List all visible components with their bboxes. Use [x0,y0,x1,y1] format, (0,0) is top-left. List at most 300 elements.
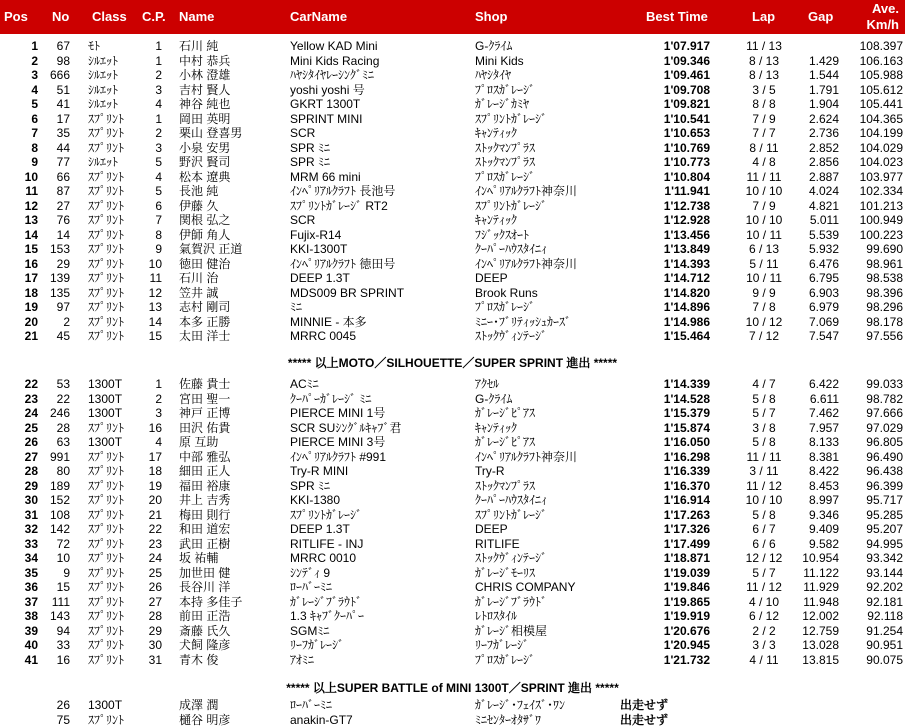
cell-gap: 6.979 [808,300,839,314]
cell-name: 徳田 健治 [179,256,231,271]
cell-name: 石川 治 [179,271,219,285]
cell-lap: 10 / 11 [746,271,782,285]
cell-carname: SCR [290,126,316,140]
cell-gap: 1.544 [808,68,839,82]
cell-gap: 12.002 [802,609,839,623]
cell-carname: ﾊﾔｼﾀｲﾔﾚｰｼﾝｸﾞﾐﾆ [290,68,375,82]
cell-ave: 96.399 [866,478,903,493]
cell-gap: 9.346 [808,507,839,522]
cell-cp: 2 [155,391,162,406]
header-carname: CarName [290,9,348,24]
cell-shop: ﾌﾟﾛｽｶﾞﾚｰｼﾞ [475,652,536,667]
cell-class: ｽﾌﾟﾘﾝﾄ [88,314,125,329]
cell-class: ｽﾌﾟﾘﾝﾄ [88,638,125,652]
cell-no: 76 [56,213,70,227]
cell-lap: 5 / 7 [752,406,776,420]
cell-shop: Try-R [475,464,505,478]
cell-ave: 95.285 [866,507,903,522]
cell-lap: 9 / 9 [752,285,776,300]
cell-class: ｽﾌﾟﾘﾝﾄ [88,227,125,242]
cell-ave: 106.163 [859,53,903,68]
cell-best-time: 1'13.849 [663,242,710,256]
header-lap: Lap [752,9,776,24]
cell-best-time: 1'17.326 [663,522,710,536]
cell-carname: Try-R MINI [290,464,349,478]
cell-carname: yoshi yoshi 号 [290,82,365,97]
cell-no: 189 [49,478,70,493]
cell-best-time: 1'19.846 [663,580,710,594]
cell-class: ｽﾌﾟﾘﾝﾄ [88,652,125,667]
cell-carname: MRRC 0045 [290,329,357,343]
cell-class: ｼﾙｴｯﾄ [88,97,119,111]
cell-class: ｽﾌﾟﾘﾝﾄ [88,623,125,638]
table-row [0,68,905,82]
cell-carname: SCR [290,213,316,227]
cell-carname: ｽﾌﾟﾘﾝﾄｶﾞﾚｰｼﾞ RT2 [290,198,388,213]
header-shop: Shop [475,9,508,24]
cell-shop: DEEP [475,271,508,285]
cell-best-time: 1'11.941 [664,184,710,198]
cell-class: ｽﾌﾟﾘﾝﾄ [88,329,125,343]
cell-class: ｽﾌﾟﾘﾝﾄ [88,493,125,507]
cell-carname: GKRT 1300T [290,97,361,111]
cell-name: 福田 裕康 [179,478,231,493]
cell-no: 87 [56,184,70,198]
cell-ave: 90.951 [866,638,903,652]
cell-pos: 11 [25,184,38,198]
cell-pos: 7 [31,126,38,140]
cell-shop: ｸｰﾊﾟｰﾊｳｽﾀｲﾆｨ [475,493,548,507]
cell-shop: ﾐﾆｾﾝﾀｰｵﾀｻﾞﾜ [475,712,542,727]
cell-class: ｽﾌﾟﾘﾝﾄ [88,198,125,213]
cell-ave: 96.805 [866,435,903,449]
table-row [0,213,905,227]
cell-shop: ﾌﾟﾛｽｶﾞﾚｰｼﾞ [475,300,536,314]
cell-name: 小泉 安男 [179,140,231,155]
cell-name: 本多 正勝 [179,314,231,329]
cell-lap: 5 / 8 [752,435,776,449]
cell-name: 栗山 登喜男 [179,126,243,140]
cell-best-time: 1'09.461 [663,68,710,82]
header-class: Class [92,9,127,24]
cell-carname: ｲﾝﾍﾟﾘｱﾙｸﾗﾌﾄ #991 [290,449,387,464]
cell-cp: 25 [148,565,162,580]
cell-pos: 16 [24,256,38,271]
cell-ave: 95.717 [866,493,903,507]
cell-cp: 11 [149,271,162,285]
cell-shop: ﾘｰﾌｶﾞﾚｰｼﾞ [475,638,530,652]
cell-cp: 31 [148,652,162,667]
cell-ave: 108.397 [859,39,903,53]
cell-best-time: 1'16.339 [663,464,710,478]
cell-best-time: 1'15.874 [663,420,710,435]
cell-cp: 2 [155,126,162,140]
cell-carname: KKI-1300T [290,242,348,256]
cell-lap: 6 / 13 [748,242,780,256]
cell-ave: 98.538 [866,271,903,285]
cell-no: 77 [56,155,70,169]
cell-ave: 98.178 [866,314,903,329]
cell-no: 14 [56,227,70,242]
cell-ave: 98.961 [866,256,903,271]
cell-carname: SPR ﾐﾆ [290,140,331,155]
table-row [0,537,905,551]
header-gap: Gap [808,9,834,24]
cell-best-time: 1'09.708 [663,82,710,97]
cell-pos: 32 [24,522,38,536]
cell-gap: 6.611 [809,391,839,406]
cell-class: ｽﾌﾟﾘﾝﾄ [88,184,125,198]
cell-gap: 8.381 [808,449,839,464]
cell-class: ｽﾌﾟﾘﾝﾄ [88,522,125,536]
cell-ave: 105.988 [859,68,903,82]
cell-class: ｽﾌﾟﾘﾝﾄ [88,609,125,623]
cell-best-time: 1'15.464 [663,329,710,343]
cell-no: 44 [56,140,70,155]
cell-cp: 1 [155,53,162,68]
cell-shop: ﾌﾟﾛｽｶﾞﾚｰｼﾞ [475,82,536,97]
table-row [0,493,905,507]
cell-cp: 4 [155,97,162,111]
cell-lap: 5 / 8 [752,391,776,406]
table-row [0,551,905,565]
cell-class: ｽﾌﾟﾘﾝﾄ [88,285,125,300]
cell-pos: 12 [24,198,38,213]
table-row [0,392,905,406]
cell-pos: 34 [24,551,38,565]
cell-no: 108 [49,507,70,522]
cell-name: 本持 多佳子 [179,594,243,609]
cell-status: 出走せず [620,712,669,727]
cell-name: 犬飼 隆彦 [179,638,231,652]
cell-no: 66 [56,169,70,184]
cell-no: 33 [56,638,70,652]
cell-cp: 16 [148,420,162,435]
cell-lap: 10 / 12 [745,314,783,329]
cell-lap: 11 / 13 [746,39,782,53]
cell-name: 氣賀沢 正道 [179,242,243,256]
cell-class: ｽﾌﾟﾘﾝﾄ [88,300,125,314]
cell-carname: SPR ﾐﾆ [290,478,331,493]
cell-no: 41 [56,97,70,111]
cell-name: 斎藤 氏久 [179,623,231,638]
cell-lap: 3 / 8 [752,420,776,435]
cell-no: 72 [56,536,70,551]
cell-carname: 1.3 ｷｬﾌﾞｸｰﾊﾟｰ [290,609,365,623]
cell-class: ｽﾌﾟﾘﾝﾄ [88,594,125,609]
cell-carname: ｸｰﾊﾟｰｶﾞﾚｰｼﾞ ﾐﾆ [290,391,372,406]
table-row [0,713,905,727]
table-row [0,609,905,623]
cell-no: 15 [56,580,70,594]
cell-carname: Fujix-R14 [290,227,342,242]
table-row [0,479,905,493]
cell-best-time: 1'16.050 [663,435,710,449]
cell-no: 139 [49,271,70,285]
table-row [0,126,905,140]
cell-ave: 95.207 [866,522,903,536]
cell-lap: 11 / 11 [746,449,782,464]
cell-shop: ﾚﾄﾛｽﾀｲﾙ [475,609,518,623]
cell-carname: DEEP 1.3T [290,522,350,536]
cell-best-time: 1'09.821 [663,97,710,111]
cell-gap: 13.815 [802,652,839,667]
cell-cp: 30 [148,638,162,652]
cell-best-time: 1'14.820 [663,285,710,300]
cell-ave: 97.666 [866,406,903,420]
cell-best-time: 1'19.039 [663,565,710,580]
cell-lap: 4 / 8 [752,155,776,169]
cell-name: 細田 正人 [179,464,231,478]
cell-no: 17 [56,111,70,126]
cell-carname: DEEP 1.3T [290,271,350,285]
cell-gap: 8.453 [808,478,839,493]
cell-status: 出走せず [620,698,669,712]
table-row [0,155,905,169]
table-row [0,508,905,522]
cell-class: ｽﾌﾟﾘﾝﾄ [88,213,125,227]
cell-lap: 4 / 10 [748,594,780,609]
cell-carname: MINNIE - 本多 [290,314,367,329]
cell-lap: 3 / 3 [752,638,776,652]
cell-carname: anakin-GT7 [290,712,353,727]
cell-no: 80 [56,464,70,478]
cell-name: 中村 恭兵 [179,53,231,68]
cell-cp: 17 [148,449,162,464]
table-row [0,300,905,314]
cell-ave: 96.438 [866,464,903,478]
cell-shop: ｲﾝﾍﾟﾘｱﾙｸﾗﾌﾄ神奈川 [475,184,578,198]
cell-best-time: 1'21.732 [663,652,710,667]
cell-pos: 31 [24,507,38,522]
cell-cp: 22 [148,522,162,536]
cell-gap: 6.476 [808,256,839,271]
table-row [0,406,905,420]
cell-gap: 13.028 [802,638,839,652]
cell-cp: 10 [148,256,162,271]
cell-cp: 1 [155,377,162,391]
cell-shop: ｽﾌﾟﾘﾝﾄｶﾞﾚｰｼﾞ [475,198,548,213]
cell-class: ｽﾌﾟﾘﾝﾄ [88,449,125,464]
cell-lap: 8 / 8 [752,97,776,111]
cell-name: 松本 遼典 [179,169,231,184]
cell-pos: 13 [24,213,38,227]
cell-ave: 97.029 [866,420,903,435]
cell-pos: 2 [31,53,38,68]
cell-shop: ｽﾌﾟﾘﾝﾄｶﾞﾚｰｼﾞ [475,507,548,522]
cell-class: 1300T [88,377,123,391]
cell-pos: 30 [24,493,38,507]
table-row [0,698,905,712]
cell-shop: Mini Kids [475,53,524,68]
cell-gap: 7.957 [808,420,839,435]
cell-shop: ｶﾞﾚｰｼﾞﾋﾟｱｽ [475,435,536,449]
cell-no: 111 [51,594,70,609]
table-row [0,522,905,536]
cell-shop: ｷｬﾝﾃｨｯｸ [475,420,518,435]
cell-no: 63 [56,435,70,449]
cell-ave: 103.977 [859,169,903,184]
cell-carname: RITLIFE - INJ [290,536,364,551]
cell-cp: 1 [155,39,162,53]
cell-gap: 4.821 [808,198,839,213]
cell-carname: ﾐﾆ [290,300,303,314]
cell-shop: Brook Runs [475,285,538,300]
cell-pos: 29 [24,478,38,493]
cell-carname: SPR ﾐﾆ [290,155,331,169]
cell-pos: 25 [24,420,38,435]
cell-pos: 15 [24,242,38,256]
cell-no: 45 [56,329,70,343]
cell-best-time: 1'14.712 [663,271,710,285]
cell-gap: 1.429 [808,53,839,68]
cell-best-time: 1'09.346 [663,53,710,68]
cell-shop: ｽﾄｯｸｳﾞｨﾝﾃｰｼﾞ [475,329,548,343]
cell-name: 伊藤 久 [179,198,219,213]
table-row [0,286,905,300]
cell-lap: 7 / 7 [752,126,776,140]
cell-class: ｽﾌﾟﾘﾝﾄ [88,536,125,551]
header-name: Name [179,9,215,24]
cell-name: 青木 俊 [179,652,219,667]
cell-gap: 8.133 [808,435,839,449]
cell-name: 和田 道宏 [179,522,231,536]
cell-pos: 3 [31,68,38,82]
cell-shop: ｽﾄｯｸﾏﾝﾌﾟﾗｽ [475,478,536,493]
cell-gap: 6.422 [808,377,839,391]
cell-best-time: 1'10.804 [663,169,710,184]
cell-pos: 4 [31,82,38,97]
cell-lap: 8 / 13 [748,53,780,68]
cell-lap: 10 / 10 [745,213,783,227]
cell-best-time: 1'12.928 [663,213,710,227]
cell-no: 26 [56,698,70,712]
cell-no: 51 [56,82,70,97]
table-row [0,141,905,155]
table-row [0,653,905,667]
cell-shop: DEEP [475,522,508,536]
cell-best-time: 1'16.914 [663,493,710,507]
cell-carname: Mini Kids Racing [290,53,380,68]
table-row [0,39,905,53]
cell-gap: 11.122 [803,565,839,580]
cell-no: 135 [49,285,70,300]
cell-shop: ｲﾝﾍﾟﾘｱﾙｸﾗﾌﾄ神奈川 [475,256,578,271]
cell-class: 1300T [88,435,123,449]
cell-lap: 10 / 11 [746,227,782,242]
cell-class: ｽﾌﾟﾘﾝﾄ [88,464,125,478]
header-ave: Ave. [872,1,899,16]
cell-gap: 8.997 [808,493,839,507]
cell-name: 小林 澄雄 [179,68,231,82]
header-no: No [52,9,70,24]
cell-ave: 97.556 [866,329,903,343]
table-row [0,315,905,329]
advance-note-2: ***** 以上SUPER BATTLE of MINI 1300T／SPRINT 進出 ***** [286,681,619,695]
cell-cp: 4 [155,169,162,184]
cell-best-time: 1'10.769 [663,140,710,155]
cell-pos: 14 [24,227,38,242]
cell-cp: 7 [155,213,162,227]
cell-class: ｼﾙｴｯﾄ [88,68,119,82]
cell-gap: 4.024 [808,184,839,198]
cell-gap: 7.069 [808,314,839,329]
table-row [0,83,905,97]
cell-name: 吉村 賢人 [179,82,231,97]
cell-cp: 9 [155,242,162,256]
cell-class: ｽﾌﾟﾘﾝﾄ [88,565,125,580]
cell-cp: 24 [148,551,162,565]
cell-lap: 11 / 12 [746,478,782,493]
cell-gap: 9.409 [808,522,839,536]
cell-carname: ｽﾌﾟﾘﾝﾄｶﾞﾚｰｼﾞ [290,507,363,522]
cell-shop: RITLIFE [475,536,520,551]
cell-ave: 98.296 [866,300,903,314]
cell-best-time: 1'17.263 [663,507,710,522]
cell-gap: 6.795 [808,271,839,285]
cell-shop: ｶﾞﾚｰｼﾞﾋﾟｱｽ [475,406,536,420]
cell-class: ｼﾙｴｯﾄ [88,155,119,169]
cell-gap: 9.582 [808,536,839,551]
table-row [0,329,905,343]
cell-class: ｽﾌﾟﾘﾝﾄ [88,242,125,256]
cell-best-time: 1'12.738 [663,198,710,213]
cell-class: ｽﾌﾟﾘﾝﾄ [88,111,125,126]
cell-best-time: 1'10.541 [663,111,710,126]
cell-name: 伊師 角人 [179,227,231,242]
cell-gap: 1.791 [808,82,839,97]
cell-carname: ｱｵﾐﾆ [290,652,315,667]
cell-best-time: 1'10.773 [663,155,710,169]
cell-name: 加世田 健 [179,565,231,580]
cell-ave: 104.029 [859,140,903,155]
cell-ave: 93.342 [866,551,903,565]
cell-lap: 6 / 6 [752,536,776,551]
cell-shop: ｶﾞﾚｰｼﾞ･ﾌｪｲｽﾞ･ﾜﾝ [475,698,566,712]
cell-carname: MRRC 0010 [290,551,357,565]
cell-no: 152 [49,493,70,507]
cell-name: 志村 剛司 [179,300,231,314]
cell-ave: 99.033 [866,377,903,391]
cell-pos: 24 [24,406,38,420]
cell-best-time: 1'17.499 [663,536,710,551]
cell-cp: 2 [155,68,162,82]
cell-name: 佐藤 貴士 [179,377,231,391]
table-row [0,271,905,285]
cell-best-time: 1'15.379 [663,406,710,420]
cell-gap: 5.539 [808,227,839,242]
header-best-time: Best Time [646,9,708,24]
cell-pos: 22 [24,377,38,391]
cell-shop: G-ｸﾗｲﾑ [475,391,513,406]
cell-carname: KKI-1380 [290,493,341,507]
cell-no: 35 [56,126,70,140]
cell-pos: 21 [24,329,38,343]
cell-pos: 18 [24,285,38,300]
cell-pos: 39 [24,623,38,638]
cell-name: 中部 雅弘 [179,449,231,464]
cell-gap: 2.856 [808,155,839,169]
cell-best-time: 1'10.653 [663,126,710,140]
cell-gap: 2.887 [808,169,839,184]
cell-lap: 5 / 11 [749,256,779,271]
cell-carname: ｲﾝﾍﾟﾘｱﾙｸﾗﾌﾄ 徳田号 [290,256,396,271]
cell-best-time: 1'14.986 [663,314,710,329]
cell-name: 長池 純 [179,184,219,198]
cell-cp: 3 [155,140,162,155]
cell-pos: 19 [24,300,38,314]
cell-name: 井上 吉秀 [179,493,231,507]
